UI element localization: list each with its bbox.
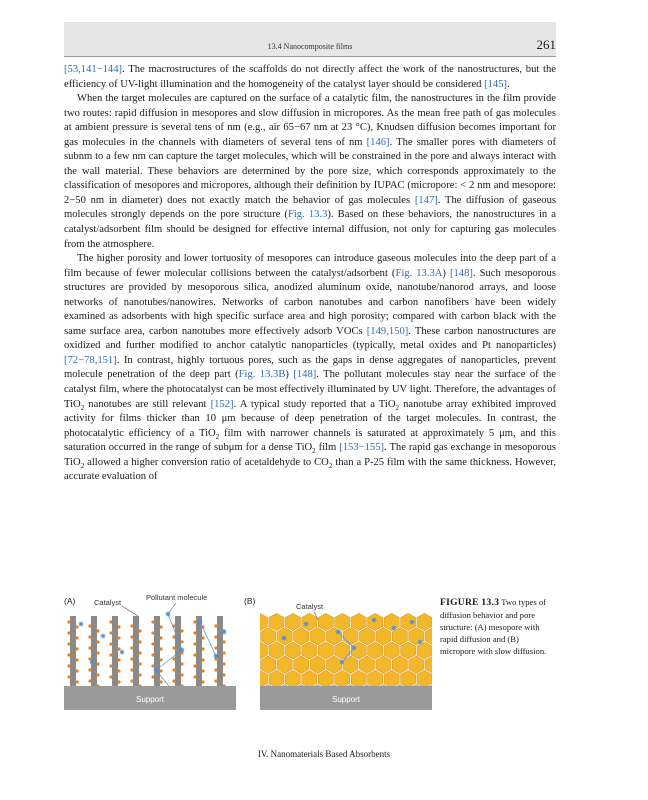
nanoparticle	[269, 642, 284, 659]
nanoparticle	[335, 613, 350, 630]
nanoparticle	[409, 656, 424, 674]
nanoparticle	[285, 613, 300, 630]
pollutant-molecule	[303, 621, 309, 627]
nanotube-rod	[217, 616, 223, 686]
panel-a-label: (A)	[64, 596, 76, 606]
nanoparticle	[401, 670, 416, 687]
catalyst-particle	[222, 651, 225, 654]
citation-link[interactable]: [149,150]	[366, 325, 409, 337]
nanoparticle	[376, 656, 391, 674]
subscript: 2	[395, 403, 399, 412]
nanoparticle	[417, 613, 432, 630]
nanoparticle	[351, 670, 366, 687]
nanoparticle	[392, 656, 407, 674]
nanoparticle	[269, 613, 284, 630]
pollutant-molecule	[351, 645, 357, 651]
citation-link[interactable]: [145]	[484, 78, 508, 90]
catalyst-particle	[214, 635, 217, 638]
nanotube-rod	[196, 616, 202, 686]
catalyst-particle	[151, 620, 154, 623]
catalyst-particle	[214, 646, 217, 649]
nanoparticle	[359, 628, 374, 646]
nanoparticle	[368, 642, 383, 659]
page-footer: IV. Nanomaterials Based Absorbents	[257, 749, 391, 759]
nanoparticle	[318, 670, 333, 687]
catalyst-particle	[193, 664, 196, 667]
catalyst-particle	[67, 664, 70, 667]
catalyst-particle	[172, 657, 175, 660]
catalyst-particle	[130, 624, 133, 627]
pollutant-molecule	[100, 633, 106, 639]
catalyst-particle	[201, 658, 204, 661]
nanoparticle	[417, 670, 432, 687]
catalyst-particle	[138, 640, 141, 643]
nanoparticle	[261, 656, 276, 674]
figure-panel-b	[244, 592, 432, 716]
catalyst-particle	[75, 647, 78, 650]
nanoparticle	[285, 642, 300, 659]
catalyst-particle	[172, 668, 175, 671]
nanoparticle	[327, 656, 342, 674]
nanoparticle	[318, 642, 333, 659]
catalyst-particle	[222, 662, 225, 665]
subscript: 2	[80, 461, 85, 470]
catalyst-particle	[180, 662, 183, 665]
catalyst-particle	[201, 647, 204, 650]
panel-a-pollutant-label: Pollutant molecule	[146, 593, 208, 602]
catalyst-particle	[130, 679, 133, 682]
catalyst-particle	[109, 642, 112, 645]
citation-link[interactable]: [148]	[449, 267, 473, 279]
nanoparticle	[294, 628, 309, 646]
catalyst-particle	[180, 629, 183, 632]
pollutant-molecule	[221, 629, 227, 635]
citation-link[interactable]: [148]	[293, 369, 317, 381]
nanoparticle	[376, 628, 391, 646]
catalyst-particle	[67, 675, 70, 678]
nanoparticle	[253, 670, 268, 687]
catalyst-particle	[117, 680, 120, 683]
catalyst-particle	[67, 620, 70, 623]
figure-panel-a	[64, 592, 236, 716]
nanoparticle	[310, 628, 325, 646]
catalyst-particle	[117, 669, 120, 672]
citation-link[interactable]: [146]	[366, 136, 390, 148]
catalyst-particle	[88, 635, 91, 638]
catalyst-particle	[193, 675, 196, 678]
nanotube-rod	[154, 616, 160, 686]
nanoparticle	[261, 628, 276, 646]
catalyst-particle	[75, 658, 78, 661]
page-number: 261	[536, 37, 556, 52]
citation-link[interactable]: Fig. 13.3B	[238, 369, 286, 381]
catalyst-particle	[88, 624, 91, 627]
catalyst-particle	[214, 668, 217, 671]
figure-label: FIGURE 13.3	[440, 598, 500, 608]
running-title: 13.4 Nanocomposite films	[267, 42, 353, 51]
catalyst-particle	[159, 636, 162, 639]
pollutant-molecule	[165, 611, 171, 617]
catalyst-particle	[222, 640, 225, 643]
nanoparticle	[302, 642, 317, 659]
catalyst-particle	[96, 629, 99, 632]
pollutant-molecule	[339, 659, 345, 665]
subscript: 2	[80, 403, 85, 412]
pollutant-molecule	[119, 649, 125, 655]
nanoparticle	[384, 642, 399, 659]
panel-a-catalyst-label: Catalyst	[94, 598, 122, 607]
catalyst-particle	[172, 646, 175, 649]
catalyst-particle	[138, 629, 141, 632]
catalyst-particle	[109, 620, 112, 623]
pollutant-molecule	[391, 625, 397, 631]
catalyst-particle	[201, 669, 204, 672]
catalyst-particle	[159, 625, 162, 628]
catalyst-particle	[96, 640, 99, 643]
nanoparticle	[425, 628, 432, 646]
citation-link[interactable]: [152]	[210, 398, 234, 410]
catalyst-particle	[138, 673, 141, 676]
nanoparticle	[253, 613, 268, 630]
nanoparticle	[318, 613, 333, 630]
panel-b-label: (B)	[244, 596, 256, 606]
catalyst-particle	[88, 646, 91, 649]
catalyst-particle	[130, 635, 133, 638]
pollutant-molecule	[179, 647, 185, 653]
catalyst-particle	[130, 668, 133, 671]
catalyst-particle	[151, 653, 154, 656]
catalyst-particle	[151, 664, 154, 667]
catalyst-particle	[117, 625, 120, 628]
catalyst-particle	[88, 679, 91, 682]
catalyst-particle	[193, 631, 196, 634]
catalyst-particle	[201, 680, 204, 683]
catalyst-particle	[75, 680, 78, 683]
catalyst-particle	[109, 664, 112, 667]
catalyst-particle	[151, 631, 154, 634]
citation-link[interactable]: [153−155]	[339, 442, 385, 454]
catalyst-particle	[193, 620, 196, 623]
catalyst-particle	[96, 662, 99, 665]
pollutant-molecule	[213, 653, 219, 659]
catalyst-particle	[172, 635, 175, 638]
nanotube-rod	[175, 616, 181, 686]
figure-caption	[440, 596, 556, 657]
nanoparticle	[253, 642, 268, 659]
catalyst-particle	[159, 647, 162, 650]
catalyst-particle	[109, 631, 112, 634]
catalyst-particle	[201, 636, 204, 639]
catalyst-leader-line	[122, 606, 138, 616]
citation-link[interactable]: [53,141−144]	[64, 64, 123, 75]
pollutant-molecule	[417, 639, 423, 645]
nanotube-rod	[133, 616, 139, 686]
paragraph: [53,141−144]. The macrostructures of the scaffolds do not directly affect the work of the nanostructures, but the efficiency of UV-light illumination and the homogeneity of the catalyst layer should be considered [145].	[64, 64, 556, 90]
nanoparticle	[351, 613, 366, 630]
panel-b-catalyst-label: Catalyst	[296, 602, 324, 611]
catalyst-particle	[96, 673, 99, 676]
catalyst-particle	[67, 653, 70, 656]
catalyst-particle	[117, 636, 120, 639]
nanotube-rod	[91, 616, 97, 686]
citation-link[interactable]: [147]	[414, 194, 438, 206]
nanoparticle	[425, 656, 432, 674]
pollutant-molecule	[197, 619, 203, 625]
nanoparticle	[392, 628, 407, 646]
catalyst-particle	[75, 669, 78, 672]
citation-link[interactable]: Fig. 13.3A	[395, 267, 443, 279]
catalyst-particle	[130, 646, 133, 649]
caption-text: Two types of diffusion behavior and pore structure: (A) mesopore with rapid diffusion and (B) micropore with slow diffusion.	[440, 597, 547, 656]
nanoparticle	[310, 656, 325, 674]
nanoparticle	[294, 656, 309, 674]
citation-link[interactable]: [72−78,151]	[64, 354, 117, 366]
catalyst-particle	[138, 662, 141, 665]
catalyst-particle	[96, 651, 99, 654]
nanoparticle	[277, 656, 292, 674]
nanoparticle	[368, 670, 383, 687]
catalyst-particle	[138, 651, 141, 654]
catalyst-particle	[159, 680, 162, 683]
nanotube-rod	[112, 616, 118, 686]
catalyst-particle	[75, 636, 78, 639]
catalyst-particle	[117, 658, 120, 661]
nanoparticle	[302, 670, 317, 687]
catalyst-particle	[67, 642, 70, 645]
catalyst-particle	[222, 673, 225, 676]
catalyst-particle	[193, 653, 196, 656]
catalyst-particle	[151, 642, 154, 645]
catalyst-particle	[159, 669, 162, 672]
catalyst-particle	[193, 642, 196, 645]
catalyst-particle	[180, 673, 183, 676]
catalyst-particle	[159, 658, 162, 661]
catalyst-particle	[214, 679, 217, 682]
paragraph: The higher porosity and lower tortuosity of mesopores can introduce gaseous molecules into the deep part of a film because of fewer molecular collisions between the catalyst/adsorbent (Fig. 13.3A) [148]. Such mesoporous structures are provided by mesoporous silica, anodized aluminum oxide, nanotube/nanorod arrays, and loose networks of nanotubes/nanowires. Networks of carbon nanotubes and carbon nanofibers have been widely examined as adsorbents with high specific surface area and high porosity; compared with carbon black with the same surface area, carbon nanotubes more effectively adsorb VOCs [149,150]. These carbon nanostructures are oxidized and further modified to anchor catalytic nanoparticles (typically, metal oxides and Pt nanoparticles) [72−78,151]. In contrast, highly tortuous pores, such as the gaps in dense aggregates of nanoparticles, prevent molecule penetration of the deep part (Fig. 13.3B) [148]. The pollutant molecules stay near the surface of the catalyst film, where the photocatalyst can be most effectively illuminated by UV light. Therefore, the advantages of TiO$_2$ nanotubes are still relevant [152]. A typical study reported that a TiO$_2$ nanotube array exhibited improved activity for films thicker than 10 μm because of deep penetration of the target molecules. In contrast, the photocatalytic efficiency of a TiO$_2$ film with narrower channels is saturated at approximately 5 μm, and this saturation occurred in the range of subμm for a dense TiO$_2$ film [153−155]. The rapid gas exchange in mesoporous TiO$_2$ allowed a higher conversion ratio of acetaldehyde to $CO_2$ than a P-25 film with the same thickness. However, accurate evaluation of	[64, 253, 556, 483]
catalyst-particle	[75, 625, 78, 628]
citation-link[interactable]: Fig. 13.3	[287, 209, 328, 221]
catalyst-particle	[172, 679, 175, 682]
nanoparticle	[277, 628, 292, 646]
nanoparticle	[417, 642, 432, 659]
nanoparticle	[335, 670, 350, 687]
pollutant-molecule	[335, 629, 341, 635]
page-header	[64, 22, 556, 57]
catalyst-particle	[67, 631, 70, 634]
pollutant-molecule	[371, 617, 377, 623]
nanoparticle	[368, 613, 383, 630]
nanoparticle	[351, 642, 366, 659]
nanotube-rod	[70, 616, 76, 686]
nanoparticle	[359, 656, 374, 674]
paragraph: When the target molecules are captured on the surface of a catalytic film, the nanostructures in the film provide two routes: rapid diffusion in mesopores and slow diffusion in micropores. As the mean free path of gas molecules at ambient pressure is several tens of nm (e.g., air 65−67 nm at 23 °C), Knudsen diffusion becomes important for gas molecules in the channels with diameters of several tens of nm [146]. The smaller pores with diameters of subnm to a few nm can capture the target molecules, which will be constrained in the pore and always interact with the wall material. These behaviors are determined by the pore size, which corresponds approximately to the classification of mesopores and micropores, although their definition by IUPAC (micropore: < 2 nm and mesopore: 2−50 nm in diameter) does not exactly match the behavior of gas molecules [147]. The diffusion of gaseous molecules strongly depends on the pore structure (Fig. 13.3). Based on these behaviors, the nanostructures in a catalyst/adsorbent film should be designed for effective internal diffusion, not only for capturing gas molecules from the atmosphere.	[64, 93, 557, 250]
nanoparticle	[335, 642, 350, 659]
subscript: 2	[215, 432, 220, 441]
catalyst-particle	[109, 653, 112, 656]
pollutant-molecule	[153, 667, 159, 673]
pollutant-molecule	[89, 659, 95, 665]
nanoparticle	[269, 670, 284, 687]
catalyst-particle	[88, 668, 91, 671]
panel-a-support-label: Support	[135, 695, 165, 704]
pollutant-molecule	[409, 619, 415, 625]
catalyst-particle	[214, 624, 217, 627]
catalyst-particle	[151, 675, 154, 678]
catalyst-particle	[130, 657, 133, 660]
nanoparticle	[285, 670, 300, 687]
nanoparticle	[384, 670, 399, 687]
subscript: 2	[328, 461, 333, 470]
catalyst-particle	[109, 675, 112, 678]
pollutant-molecule	[281, 635, 287, 641]
body-text	[64, 63, 556, 485]
nanoparticle	[343, 628, 358, 646]
subscript: 2	[312, 447, 316, 456]
catalyst-particle	[180, 640, 183, 643]
nanoparticle	[327, 628, 342, 646]
pollutant-molecule	[78, 621, 84, 627]
nanoparticle	[401, 642, 416, 659]
panel-b-support-label: Support	[331, 695, 361, 704]
